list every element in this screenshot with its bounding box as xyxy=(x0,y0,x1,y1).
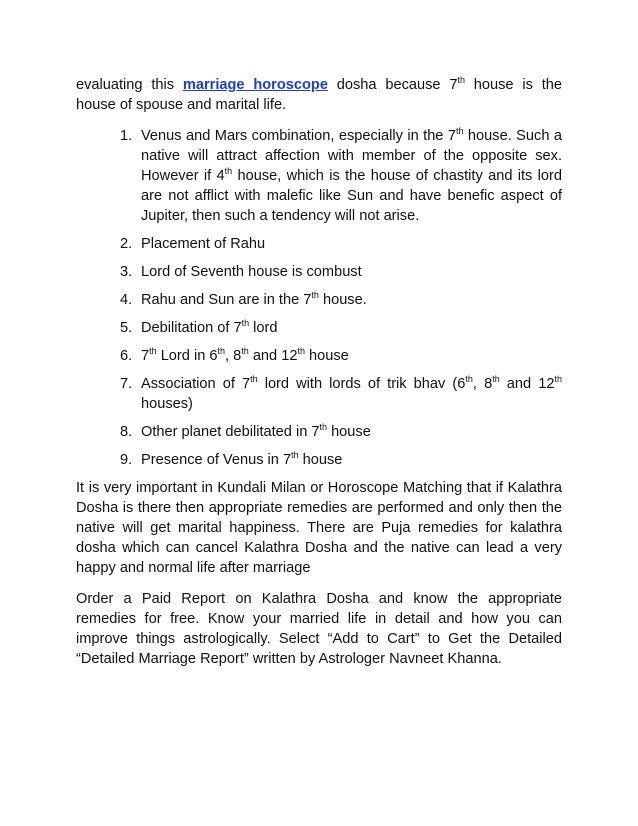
marriage-horoscope-link[interactable]: marriage horoscope xyxy=(182,77,328,93)
ordinal-superscript: th xyxy=(241,318,250,328)
ordinal-superscript: th xyxy=(217,346,226,356)
condition-text xyxy=(141,452,342,468)
ordinal-superscript: th xyxy=(319,422,328,432)
condition-text-segment: , 8 xyxy=(225,348,242,364)
condition-list-item xyxy=(76,374,562,414)
condition-list-item xyxy=(76,262,562,282)
condition-number: 9. xyxy=(120,452,133,468)
condition-list-item xyxy=(76,126,562,226)
condition-text-segment: Venus and Mars combination, especially in the 7 xyxy=(141,128,456,144)
condition-text-segment: house. xyxy=(318,292,367,308)
condition-text xyxy=(141,424,371,440)
condition-number: 3. xyxy=(120,264,133,280)
condition-text-segment: Lord in 6 xyxy=(156,348,218,364)
intro-paragraph xyxy=(76,75,562,115)
condition-list-item xyxy=(76,318,562,338)
condition-text xyxy=(141,292,367,308)
condition-text-segment: house xyxy=(327,424,371,440)
ordinal-superscript: th xyxy=(492,374,500,384)
condition-number: 5. xyxy=(120,320,133,336)
ordinal-superscript: th xyxy=(149,346,157,356)
condition-number: 6. xyxy=(120,348,133,364)
order-report-paragraph: Order a Paid Report on Kalathra Dosha and know the appropriate remedies for free. Know your married life in detail and how you can improve things astrologically. Select “Add to Cart” to Get the Detailed “Detailed Marriage Report” written by Astrologer Navneet Khanna. xyxy=(76,591,562,667)
condition-list-item xyxy=(76,234,562,254)
condition-list-item xyxy=(76,422,562,442)
condition-number: 4. xyxy=(120,292,133,308)
ordinal-superscript: th xyxy=(291,450,299,460)
ordinal-superscript: th xyxy=(297,346,305,356)
condition-text-segment: lord xyxy=(249,320,278,336)
condition-text-segment: house xyxy=(298,452,343,468)
condition-text-segment: Placement of Rahu xyxy=(141,236,266,252)
condition-text xyxy=(141,264,362,280)
condition-list-item xyxy=(76,290,562,310)
ordinal-superscript: th xyxy=(465,374,473,384)
condition-text xyxy=(141,348,349,364)
ordinal-superscript: th xyxy=(250,374,258,384)
condition-number: 7. xyxy=(120,376,133,392)
condition-number: 2. xyxy=(120,236,133,252)
condition-text-segment: Presence of Venus in 7 xyxy=(141,452,292,468)
condition-text-segment: and 12 xyxy=(499,376,555,392)
condition-text xyxy=(141,128,562,224)
remedies-paragraph: It is very important in Kundali Milan or Horoscope Matching that if Kalathra Dosha is there then appropriate remedies are performed and only then the native will get marital happiness. There are Puja remedies for kalathra dosha which can cancel Kalathra Dosha and the native can lead a very happy and normal life after marriage xyxy=(76,480,562,576)
condition-text-segment: Association of 7 xyxy=(141,376,251,392)
intro-text-end: house is the house of spouse and marital life. xyxy=(76,77,562,113)
condition-text-segment: house xyxy=(304,348,349,364)
condition-text-segment: 7 xyxy=(141,348,150,364)
ordinal-superscript: th xyxy=(241,346,249,356)
ordinal-superscript: th xyxy=(311,290,319,300)
condition-text-segment: house. Such a native will attract affection with member of the opposite sex. However if 4 xyxy=(141,128,562,184)
condition-text-segment: Debilitation of 7 xyxy=(141,320,242,336)
intro-text-middle: dosha because 7 xyxy=(327,77,458,93)
condition-text-segment: houses) xyxy=(141,396,193,412)
conditions-list xyxy=(76,126,562,470)
condition-list-item xyxy=(76,346,562,366)
condition-text-segment: lord with lords of trik bhav (6 xyxy=(257,376,466,392)
condition-number: 1. xyxy=(120,128,133,144)
document-page xyxy=(76,75,562,680)
condition-text-segment: Lord of Seventh house is combust xyxy=(141,264,362,280)
ordinal-superscript: th xyxy=(455,126,464,136)
condition-text-segment: house, which is the house of chastity and its lord are not afflict with malefic like Sun and have benefic aspect of Jupiter, then such a tendency will not arise. xyxy=(141,168,562,224)
condition-number: 8. xyxy=(120,424,133,440)
intro-text-start: evaluating this xyxy=(76,77,183,93)
ordinal-superscript: th xyxy=(554,374,562,384)
condition-text xyxy=(141,236,265,252)
condition-text-segment: Other planet debilitated in 7 xyxy=(141,424,320,440)
condition-list-item xyxy=(76,450,562,470)
intro-superscript: th xyxy=(457,75,465,85)
condition-text-segment: , 8 xyxy=(472,376,493,392)
condition-text-segment: Rahu and Sun are in the 7 xyxy=(141,292,312,308)
condition-text xyxy=(141,376,562,412)
condition-text xyxy=(141,320,278,336)
condition-text-segment: and 12 xyxy=(248,348,298,364)
ordinal-superscript: th xyxy=(224,166,233,176)
